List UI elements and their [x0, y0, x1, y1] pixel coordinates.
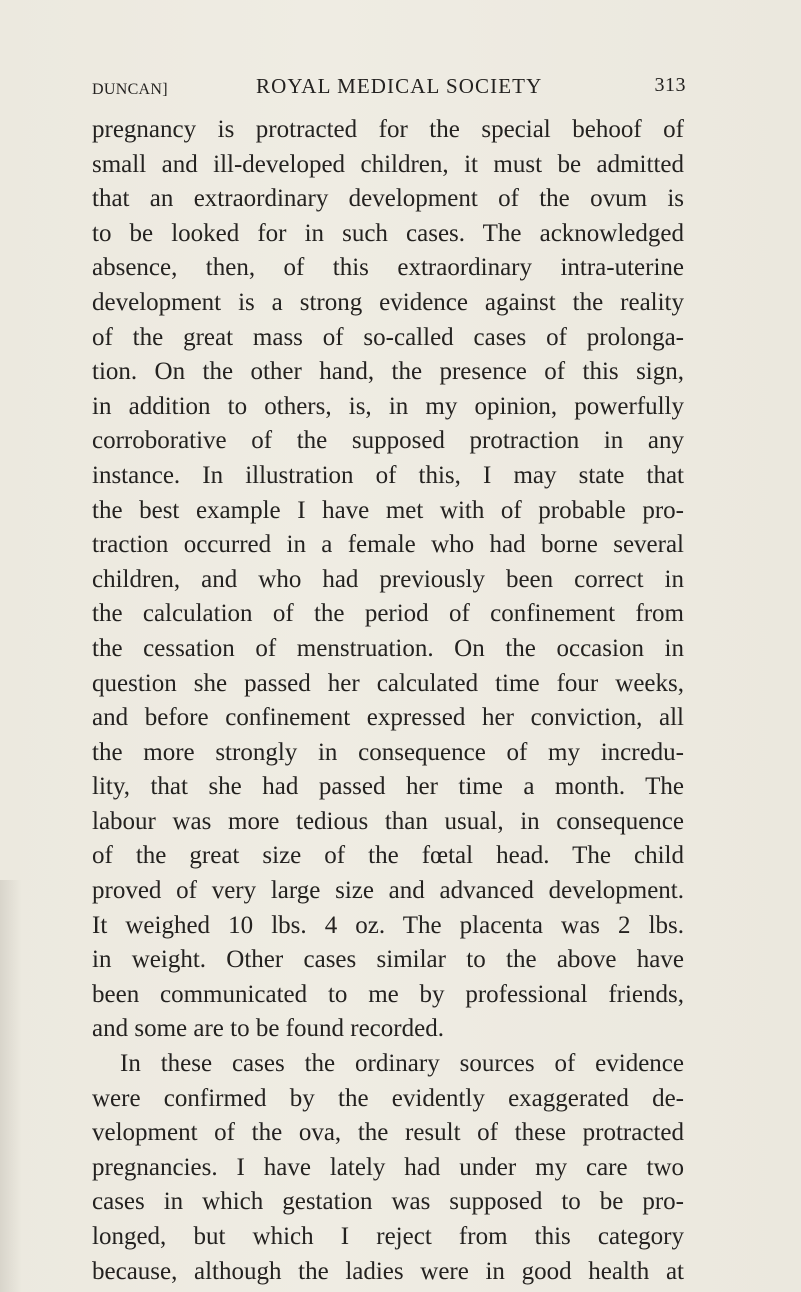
- text-line: to be looked for in such cases. The acknowledged: [92, 219, 684, 247]
- paragraph-2: [92, 1047, 684, 1289]
- text-line: velopment of the ova, the result of these protracted: [92, 1119, 684, 1147]
- text-line: of the great size of the fœtal head. The child: [92, 842, 684, 870]
- text-line: small and ill-developed children, it must be admitted: [92, 150, 684, 178]
- page-number: 313: [654, 74, 686, 96]
- text-line: instance. In illustration of this, I may state that: [92, 461, 684, 489]
- running-head-title: ROYAL MEDICAL SOCIETY: [256, 74, 543, 98]
- text-line: corroborative of the supposed protraction in any: [92, 427, 684, 455]
- text-line: question she passed her calculated time four weeks,: [92, 669, 684, 697]
- text-line: pregnancy is protracted for the special behoof of: [92, 116, 684, 143]
- text-line: pregnancies. I have lately had under my care two: [92, 1153, 684, 1181]
- running-head-author: DUNCAN]: [92, 81, 168, 98]
- text-line: that an extraordinary development of the ovum is: [92, 185, 684, 213]
- text-line: It weighed 10 lbs. 4 oz. The placenta was 2 lbs.: [92, 911, 684, 939]
- page-edge-shadow: [0, 880, 22, 1292]
- text-line: and before confinement expressed her conviction, all: [92, 704, 684, 732]
- text-line: tion. On the other hand, the presence of this sign,: [92, 358, 684, 386]
- text-line: the calculation of the period of confinement from: [92, 600, 684, 628]
- text-line: proved of very large size and advanced development.: [92, 877, 684, 905]
- text-line: longed, but which I reject from this category: [92, 1223, 684, 1250]
- text-line: of the great mass of so-called cases of prolonga-: [92, 323, 684, 351]
- text-line: in addition to others, is, in my opinion, powerfully: [92, 392, 684, 420]
- text-line: the more strongly in consequence of my incredu-: [92, 738, 684, 766]
- text-line: the best example I have met with of probable pro-: [92, 496, 684, 524]
- paragraph-1: [92, 113, 684, 1047]
- text-line: absence, then, of this extraordinary intra-uterine: [92, 254, 684, 282]
- text-line: and some are to be found recorded.: [92, 1015, 444, 1043]
- text-line: been communicated to me by professional friends,: [92, 980, 684, 1008]
- text-line: children, and who had previously been correct in: [92, 565, 684, 593]
- text-line: development is a strong evidence against the reality: [92, 288, 684, 316]
- body-text: [92, 113, 684, 1289]
- text-line: were confirmed by the evidently exaggerated de-: [92, 1084, 684, 1112]
- text-line: in weight. Other cases similar to the above have: [92, 946, 684, 974]
- text-line: traction occurred in a female who had borne several: [92, 531, 684, 559]
- text-line: lity, that she had passed her time a month. The: [92, 773, 684, 801]
- running-header: [92, 70, 686, 102]
- text-line: labour was more tedious than usual, in consequence: [92, 807, 684, 835]
- text-line: the cessation of menstruation. On the occasion in: [92, 634, 684, 662]
- text-line: because, although the ladies were in good health at: [92, 1257, 684, 1285]
- text-line: cases in which gestation was supposed to be pro-: [92, 1188, 684, 1216]
- text-line: In these cases the ordinary sources of evidence: [120, 1050, 684, 1078]
